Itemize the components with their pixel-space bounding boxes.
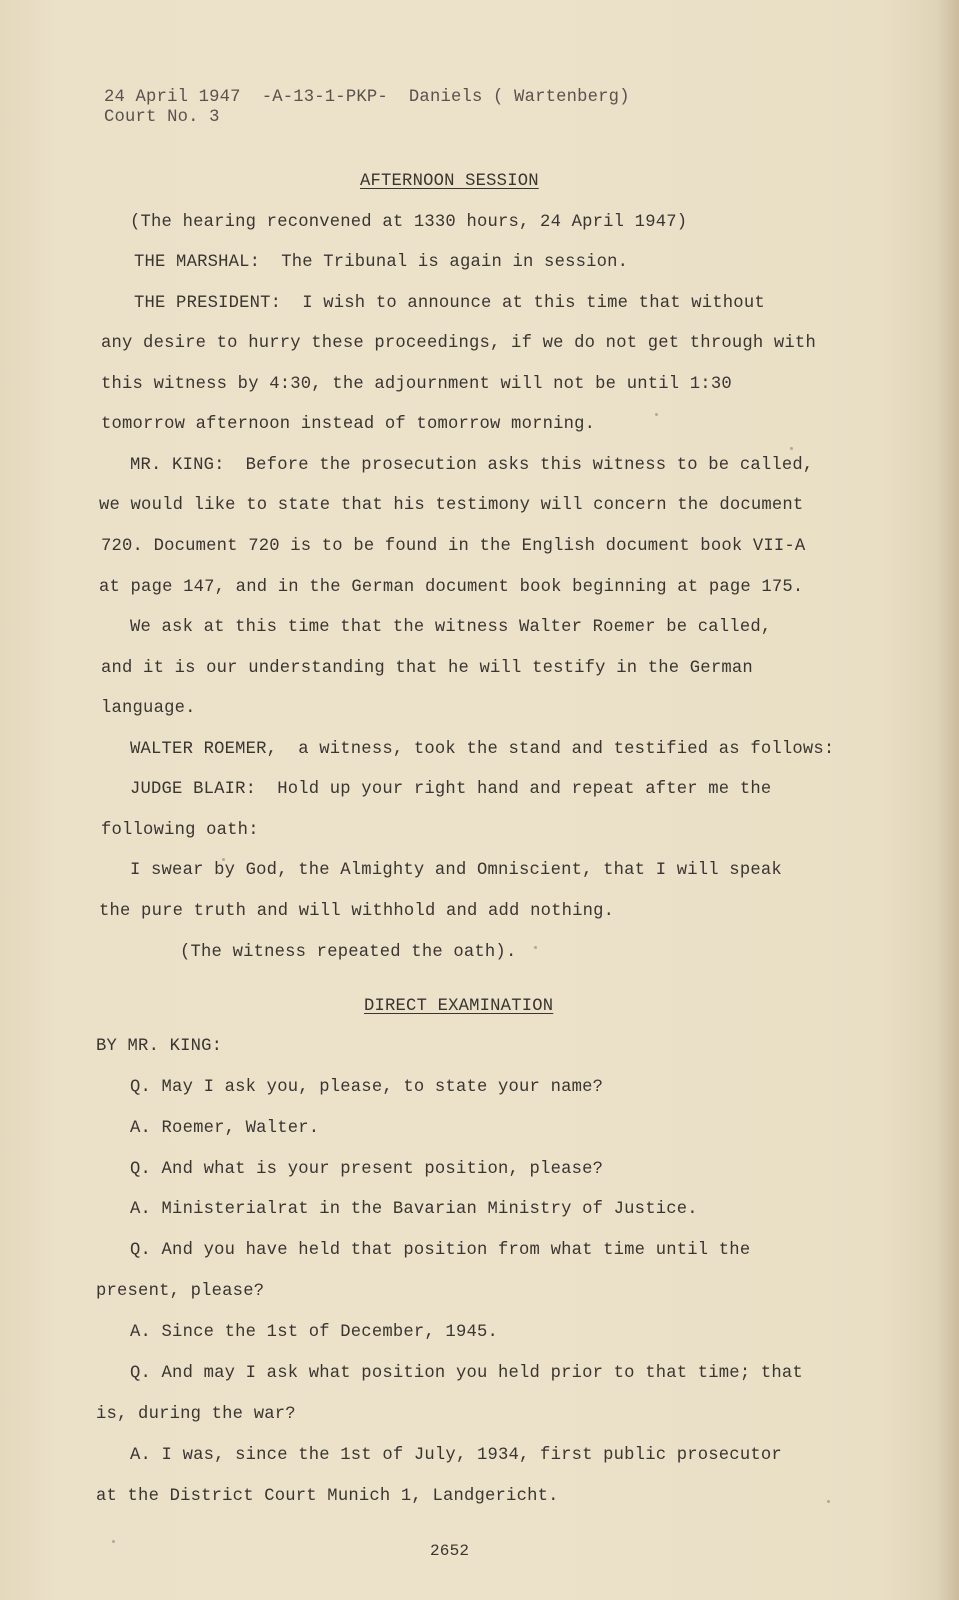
exam-line: A. Ministerialrat in the Bavarian Ministry of Justice. xyxy=(130,1200,698,1219)
text-line: We ask at this time that the witness Walter Roemer be called, xyxy=(130,618,772,637)
page-number: 2652 xyxy=(430,1542,470,1560)
exam-line: Q. And what is your present position, please? xyxy=(130,1160,604,1179)
exam-line: A. I was, since the 1st of July, 1934, first public prosecutor xyxy=(130,1446,782,1465)
text-line: THE MARSHAL: The Tribunal is again in session. xyxy=(134,253,629,272)
exam-line: present, please? xyxy=(96,1282,265,1301)
exam-line: is, during the war? xyxy=(96,1405,296,1424)
header-date-line: 24 April 1947 -A-13-1-PKP- Daniels ( Wartenberg) xyxy=(104,88,630,107)
text-line: 720. Document 720 is to be found in the English document book VII-A xyxy=(101,537,806,556)
paper-speck xyxy=(112,1540,115,1543)
text-line: (The hearing reconvened at 1330 hours, 24 April 1947) xyxy=(130,213,688,232)
text-line: this witness by 4:30, the adjournment will not be until 1:30 xyxy=(101,375,732,394)
text-line: JUDGE BLAIR: Hold up your right hand and repeat after me the xyxy=(130,780,772,799)
paper-speck xyxy=(222,858,225,861)
paper-speck xyxy=(790,447,793,450)
text-line: and it is our understanding that he will testify in the German xyxy=(101,659,753,678)
text-line: language. xyxy=(101,699,196,718)
text-line: (The witness repeated the oath). xyxy=(180,943,517,962)
text-line: the pure truth and will withhold and add nothing. xyxy=(99,902,615,921)
text-line: we would like to state that his testimony will concern the document xyxy=(99,496,804,515)
exam-line: A. Roemer, Walter. xyxy=(130,1119,320,1138)
text-line: WALTER ROEMER, a witness, took the stand and testified as follows: xyxy=(130,740,835,759)
header-court-line: Court No. 3 xyxy=(104,108,220,127)
exam-line: Q. And you have held that position from what time until the xyxy=(130,1241,751,1260)
text-line: at page 147, and in the German document book beginning at page 175. xyxy=(99,578,804,597)
paper-speck xyxy=(534,946,537,949)
text-line: MR. KING: Before the prosecution asks this witness to be called, xyxy=(130,456,814,475)
text-line: following oath: xyxy=(101,821,259,840)
exam-line: BY MR. KING: xyxy=(96,1037,223,1056)
exam-line: A. Since the 1st of December, 1945. xyxy=(130,1323,498,1342)
paper-speck xyxy=(655,413,658,416)
exam-line: at the District Court Munich 1, Landgericht. xyxy=(96,1487,559,1506)
exam-title: DIRECT EXAMINATION xyxy=(364,997,554,1016)
text-line: I swear by God, the Almighty and Omniscient, that I will speak xyxy=(130,861,782,880)
text-line: tomorrow afternoon instead of tomorrow morning. xyxy=(101,415,596,434)
exam-line: Q. May I ask you, please, to state your name? xyxy=(130,1078,604,1097)
section-title: AFTERNOON SESSION xyxy=(360,172,539,191)
exam-line: Q. And may I ask what position you held prior to that time; that xyxy=(130,1364,803,1383)
paper-speck xyxy=(827,1500,830,1503)
text-line: any desire to hurry these proceedings, if we do not get through with xyxy=(101,334,816,353)
text-line: THE PRESIDENT: I wish to announce at this time that without xyxy=(134,294,765,313)
